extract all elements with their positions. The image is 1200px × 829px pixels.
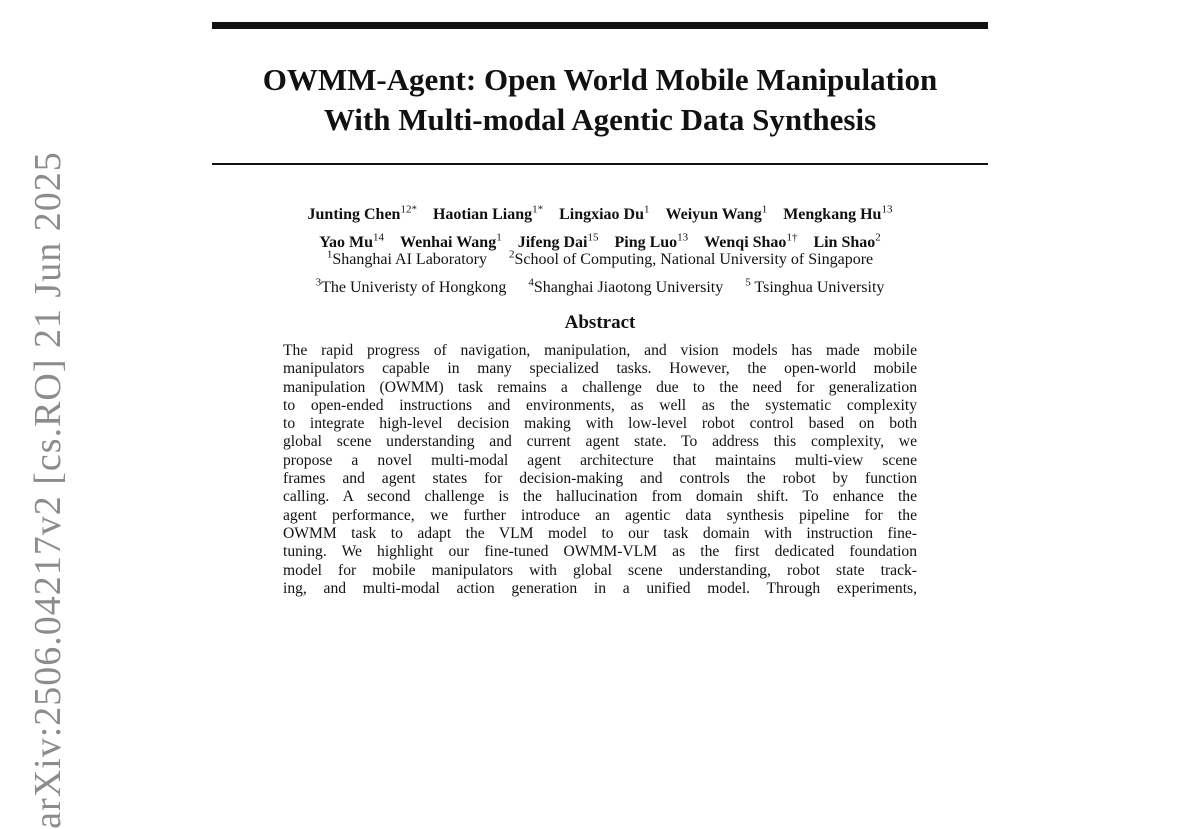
abstract-line: calling. A second challenge is the hallucination from domain shift. To enhance the bbox=[283, 488, 917, 506]
abstract-line: agent performance, we further introduce an agentic data synthesis pipeline for the bbox=[283, 506, 917, 524]
affiliation: $^3$The Univeristy of Hongkong bbox=[315, 276, 507, 296]
top-rule bbox=[212, 22, 988, 29]
affiliation: $^4$Shanghai Jiaotong University bbox=[528, 276, 724, 296]
abstract-line: manipulators capable in many specialized tasks. However, the open-world mobile bbox=[283, 360, 917, 378]
abstract-line: ing, and multi-modal action generation in a unified model. Through experiments, bbox=[283, 579, 917, 597]
paper-title bbox=[212, 60, 988, 140]
abstract-line: OWMM task to adapt the VLM model to our task domain with instruction fine- bbox=[283, 524, 917, 542]
author: Yao Mu$^{14}$ bbox=[319, 231, 385, 251]
author: Haotian Liang$^{1*}$ bbox=[432, 204, 544, 224]
title-rule bbox=[212, 163, 988, 165]
affiliation: $^1$Shanghai AI Laboratory bbox=[326, 249, 487, 269]
affiliation-list bbox=[212, 244, 988, 299]
abstract-heading: Abstract bbox=[564, 312, 636, 333]
author: Wenhai Wang$^1$ bbox=[400, 231, 502, 251]
author: Lin Shao$^2$ bbox=[813, 231, 881, 251]
affiliation: $^5$ Tsinghua University bbox=[745, 276, 885, 296]
abstract-line: to open-ended instructions and environments, as well as the systematic complexity bbox=[283, 396, 917, 414]
abstract-line: The rapid progress of navigation, manipulation, and vision models has made mobile bbox=[283, 342, 917, 359]
abstract-line: global scene understanding and current agent state. To address this complexity, we bbox=[283, 433, 917, 451]
author: Mengkang Hu$^{13}$ bbox=[783, 204, 893, 224]
affiliation: $^2$School of Computing, National University of Singapore bbox=[509, 249, 874, 269]
title-line-2: With Multi-modal Agentic Data Synthesis bbox=[323, 102, 877, 137]
author: Jifeng Dai$^{15}$ bbox=[517, 231, 599, 251]
abstract-body bbox=[283, 342, 917, 598]
author: Wenqi Shao$^{1\dagger}$ bbox=[704, 231, 798, 251]
abstract-line: tuning. We highlight our fine-tuned OWMM-VLM as the first dedicated foundation bbox=[283, 543, 917, 561]
abstract-line: model for mobile manipulators with global scene understanding, robot state track- bbox=[283, 561, 917, 579]
abstract-line: to integrate high-level decision making with low-level robot control based on both bbox=[283, 415, 917, 433]
arxiv-stamp: arXiv:2506.04217v2 [cs.RO] 21 Jun 2025 bbox=[27, 151, 69, 829]
author: Ping Luo$^{13}$ bbox=[614, 231, 689, 251]
author: Lingxiao Du$^1$ bbox=[559, 204, 650, 224]
abstract-line: manipulation (OWMM) task remains a challenge due to the need for generalization bbox=[283, 378, 917, 396]
abstract-line: frames and agent states for decision-making and controls the robot by function bbox=[283, 470, 917, 488]
author: Weiyun Wang$^1$ bbox=[665, 204, 768, 224]
abstract-line: propose a novel multi-modal agent architecture that maintains multi-view scene bbox=[283, 451, 917, 469]
author: Junting Chen$^{12*}$ bbox=[307, 204, 417, 224]
title-line-1: OWMM-Agent: Open World Mobile Manipulation bbox=[262, 62, 938, 97]
